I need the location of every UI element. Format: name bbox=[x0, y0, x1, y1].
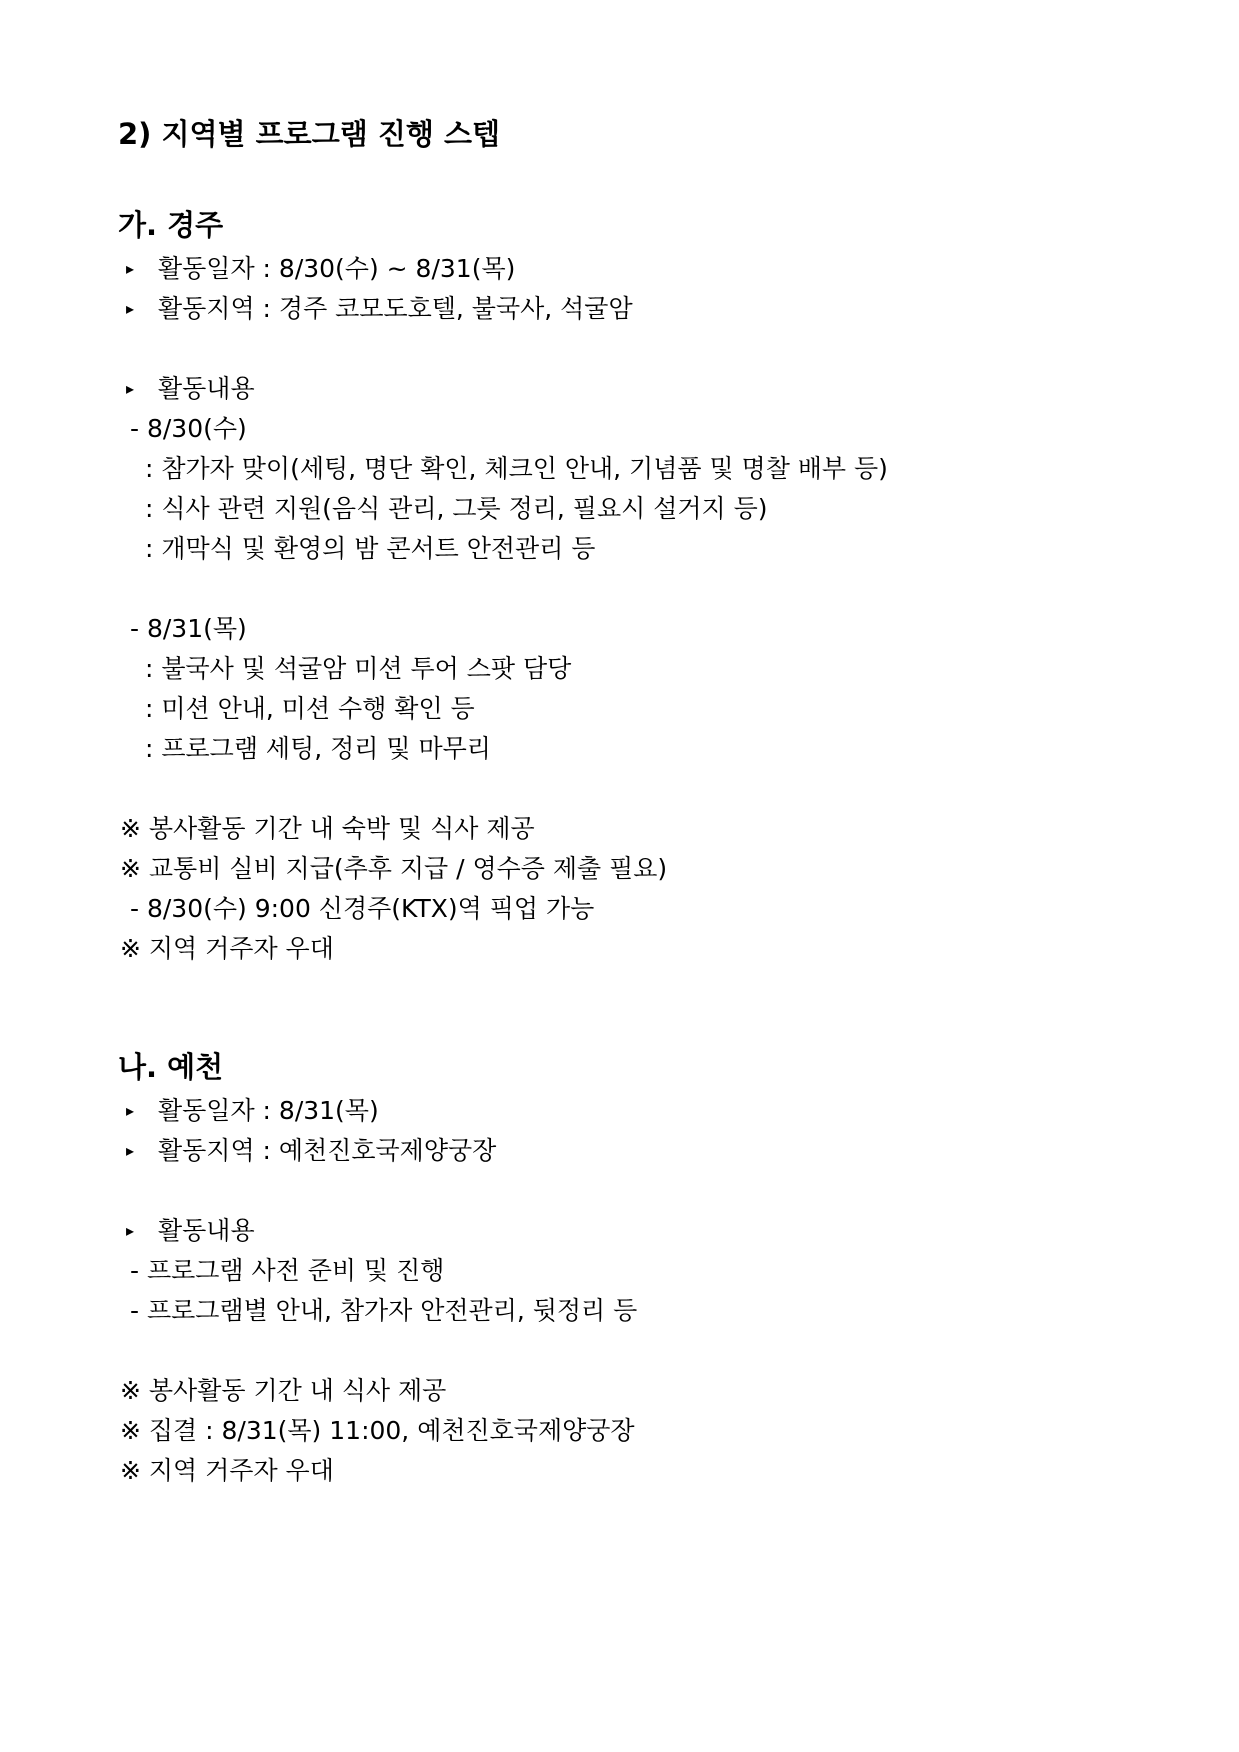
gyeongju-note: ※ 교통비 실비 지급(추후 지급 / 영수증 제출 필요) bbox=[120, 854, 668, 883]
yecheon-note: ※ 집결 : 8/31(목) 11:00, 예천진호국제양궁장 bbox=[120, 1416, 635, 1445]
gyeongju-day1-label: - 8/30(수) bbox=[130, 414, 247, 443]
triangle-bullet-icon: ▸ bbox=[126, 379, 135, 398]
triangle-bullet-icon: ▸ bbox=[126, 259, 135, 278]
gyeongju-note: ※ 봉사활동 기간 내 숙박 및 식사 제공 bbox=[120, 814, 535, 843]
gyeongju-day1-item: : 식사 관련 지원(음식 관리, 그릇 정리, 필요시 설거지 등) bbox=[145, 494, 768, 523]
gyeongju-date: 활동일자 : 8/30(수) ~ 8/31(목) bbox=[158, 254, 516, 283]
yecheon-date-row bbox=[126, 1095, 379, 1127]
gyeongju-day2-label: - 8/31(목) bbox=[130, 614, 247, 643]
triangle-bullet-icon: ▸ bbox=[126, 1141, 135, 1160]
gyeongju-note: ※ 지역 거주자 우대 bbox=[120, 934, 334, 963]
gyeongju-location-row bbox=[126, 293, 633, 325]
triangle-bullet-icon: ▸ bbox=[126, 1221, 135, 1240]
triangle-bullet-icon: ▸ bbox=[126, 299, 135, 318]
gyeongju-date-row bbox=[126, 253, 515, 285]
gyeongju-day2-item: : 불국사 및 석굴암 미션 투어 스팟 담당 bbox=[145, 654, 572, 683]
gyeongju-day1-item: : 개막식 및 환영의 밤 콘서트 안전관리 등 bbox=[145, 534, 596, 563]
yecheon-location-row bbox=[126, 1135, 496, 1167]
yecheon-content-label-row bbox=[126, 1215, 255, 1247]
gyeongju-day2-item: : 미션 안내, 미션 수행 확인 등 bbox=[145, 694, 475, 723]
yecheon-location: 활동지역 : 예천진호국제양궁장 bbox=[158, 1136, 497, 1165]
triangle-bullet-icon: ▸ bbox=[126, 1101, 135, 1120]
yecheon-content-label: 활동내용 bbox=[158, 1216, 255, 1245]
gyeongju-day1-item: : 참가자 맞이(세팅, 명단 확인, 체크인 안내, 기념품 및 명찰 배부 등) bbox=[145, 454, 888, 483]
yecheon-content-item: - 프로그램 사전 준비 및 진행 bbox=[130, 1256, 445, 1285]
gyeongju-note: - 8/30(수) 9:00 신경주(KTX)역 픽업 가능 bbox=[130, 894, 595, 923]
gyeongju-content-label-row bbox=[126, 373, 255, 405]
yecheon-note: ※ 지역 거주자 우대 bbox=[120, 1456, 334, 1485]
gyeongju-content-label: 활동내용 bbox=[158, 374, 255, 403]
section-heading-yecheon: 나. 예천 bbox=[118, 1050, 224, 1084]
yecheon-note: ※ 봉사활동 기간 내 식사 제공 bbox=[120, 1376, 447, 1405]
page-title: 2) 지역별 프로그램 진행 스텝 bbox=[118, 117, 500, 151]
gyeongju-location: 활동지역 : 경주 코모도호텔, 불국사, 석굴암 bbox=[158, 294, 633, 323]
yecheon-content-item: - 프로그램별 안내, 참가자 안전관리, 뒷정리 등 bbox=[130, 1296, 638, 1325]
gyeongju-day2-item: : 프로그램 세팅, 정리 및 마무리 bbox=[145, 734, 491, 763]
yecheon-date: 활동일자 : 8/31(목) bbox=[158, 1096, 379, 1125]
section-heading-gyeongju: 가. 경주 bbox=[118, 208, 224, 242]
